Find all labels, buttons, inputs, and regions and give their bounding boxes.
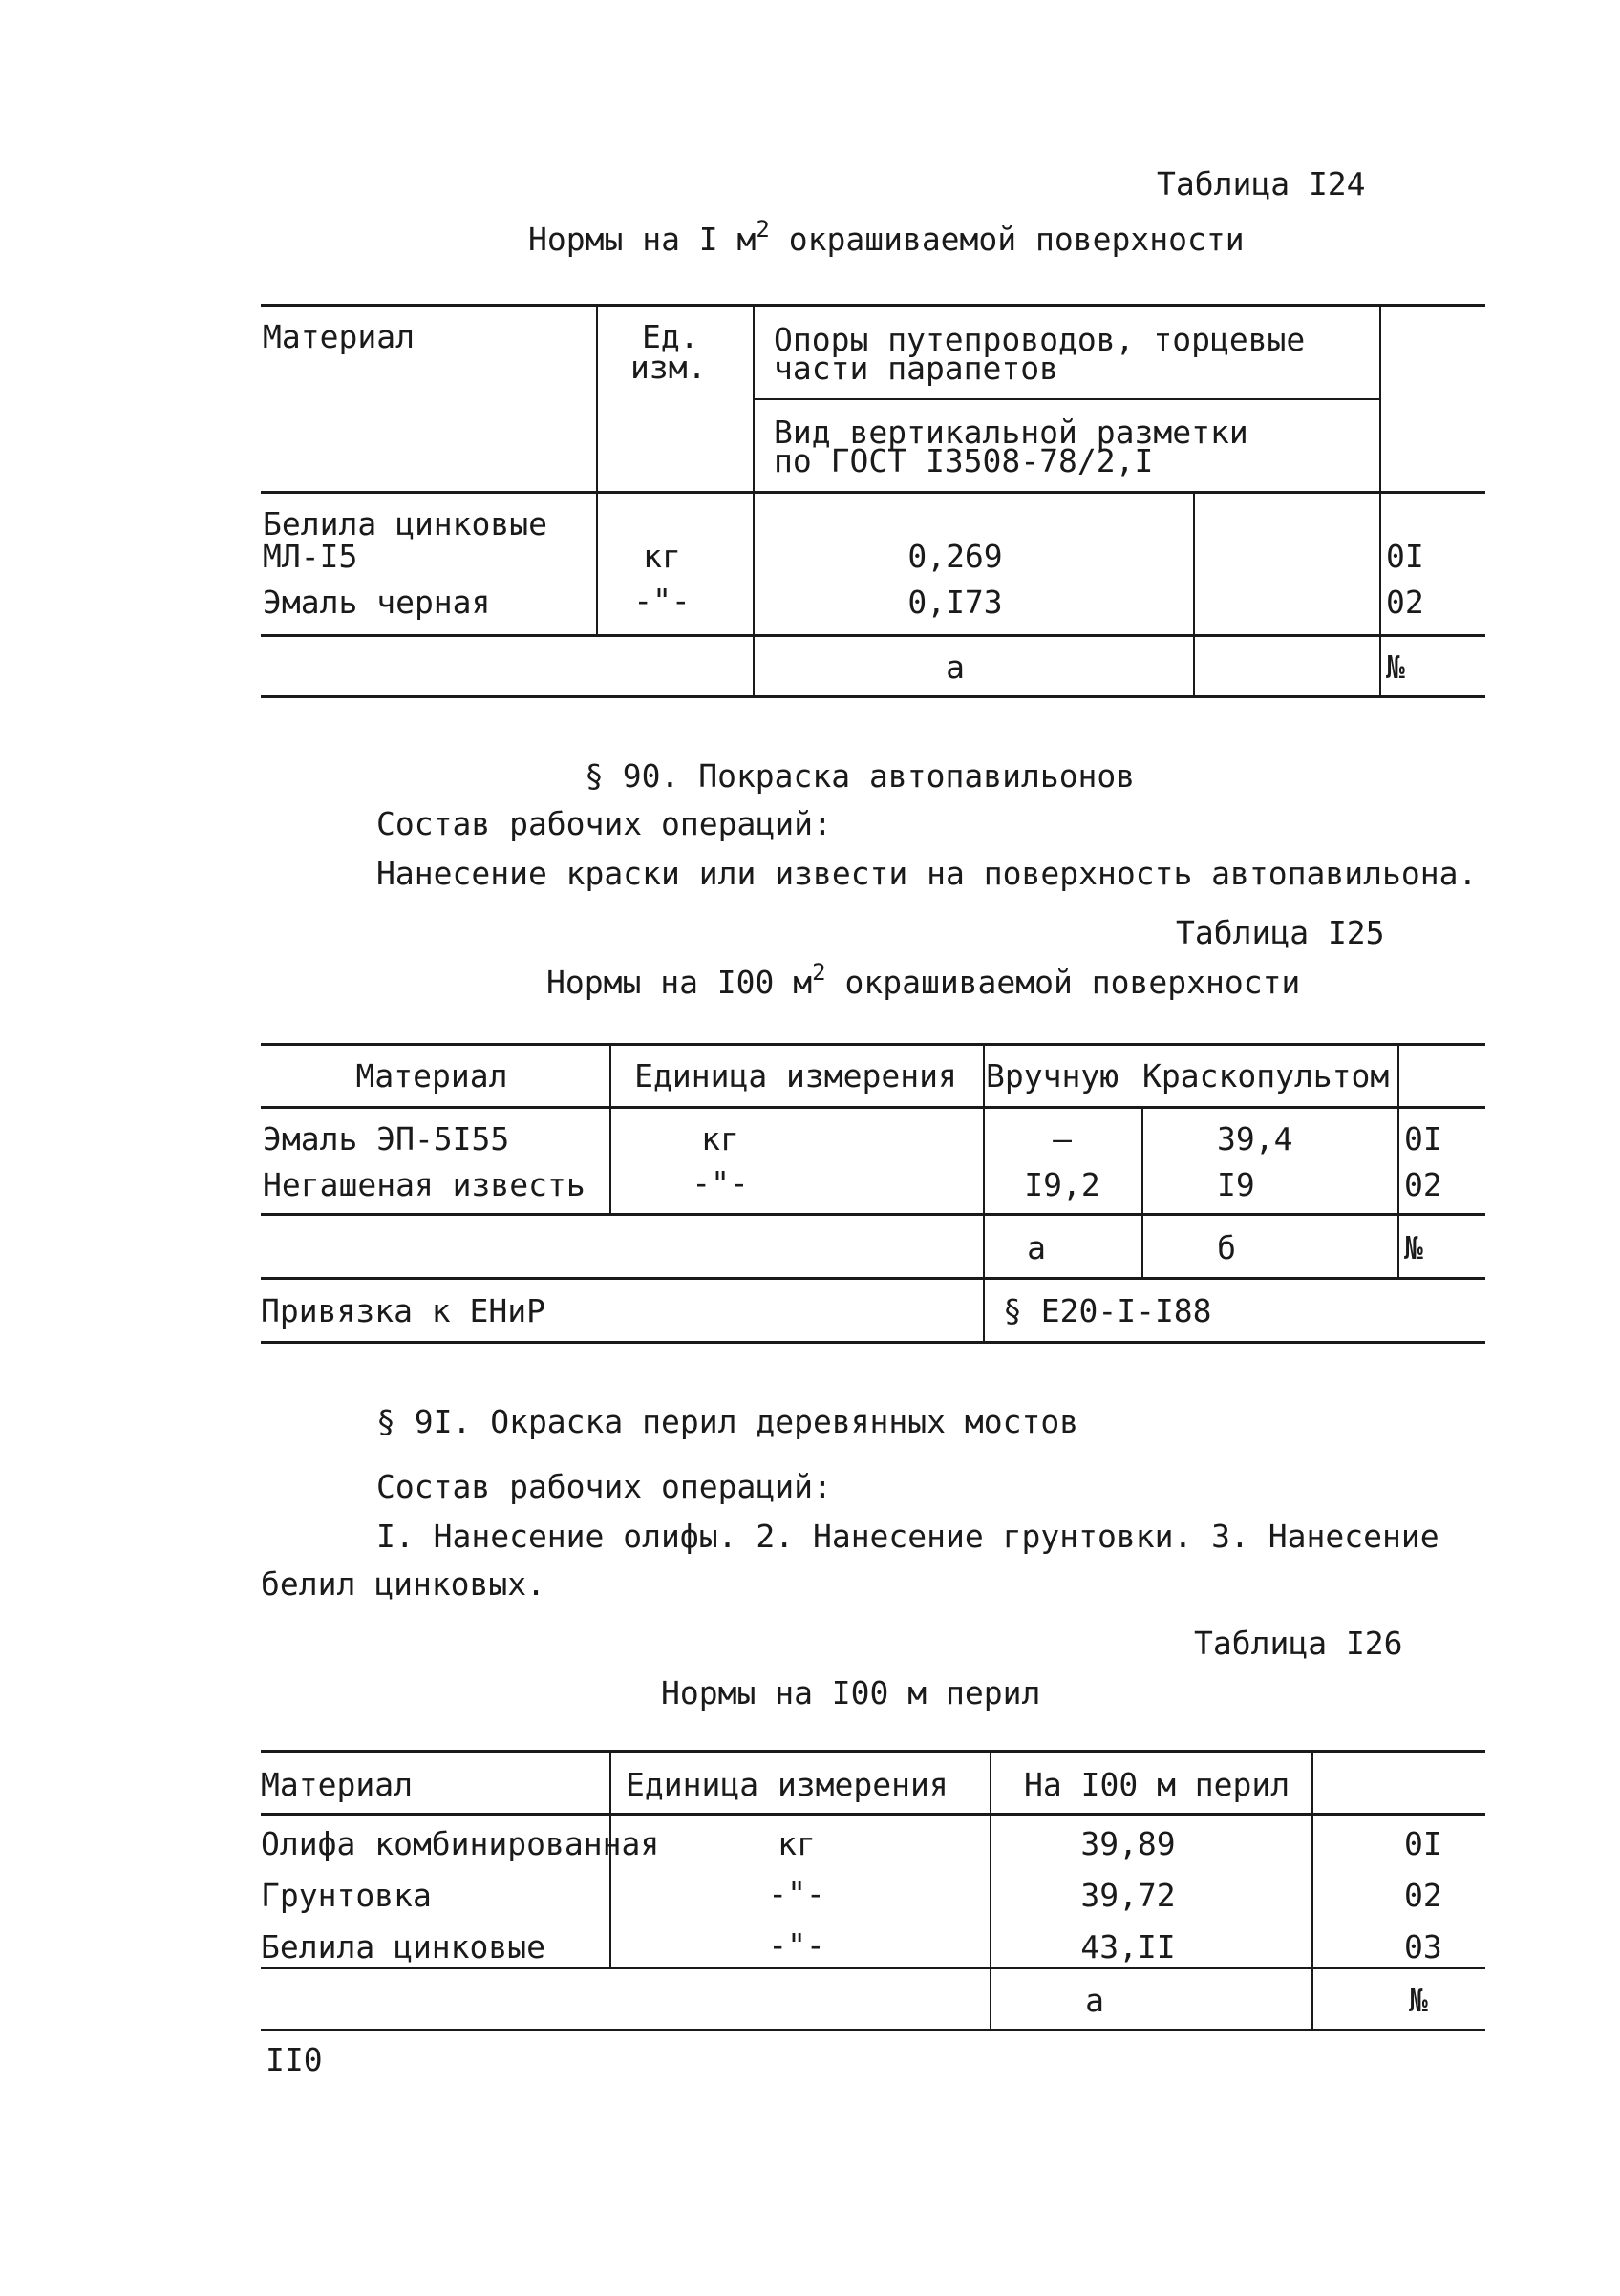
table126-vrule-2 (990, 1752, 991, 2029)
table126-body-rule (261, 1967, 1485, 1969)
table125-vrule-4 (1397, 1045, 1399, 1277)
table126-row3-material: Белила цинковые (261, 1928, 546, 1966)
table125-vrule-2 (983, 1045, 985, 1341)
table125-footer-rule (261, 1277, 1485, 1280)
table126-vrule-3 (1311, 1752, 1313, 2029)
table125-title-suffix: окрашиваемой поверхности (825, 964, 1301, 1001)
table125-row1-unit: кг (701, 1120, 739, 1158)
table125-title (546, 959, 1301, 1001)
table124-vrule-1 (596, 306, 598, 634)
table124-row1-unit: кг (643, 538, 681, 575)
table125-row2-unit: -"- (692, 1164, 749, 1201)
table124-title-prefix: Нормы на I м (528, 221, 757, 258)
table126-row1-code: 0I (1404, 1825, 1442, 1862)
table124-header-sub-1: Вид вертикальной разметки (774, 414, 1248, 451)
table126-row3-value: 43,II (1080, 1928, 1176, 1966)
table124-title (528, 216, 1245, 258)
table126-row2-unit: -"- (768, 1875, 825, 1912)
section90-ops-label: Состав рабочих операций: (376, 805, 832, 842)
table125-top-rule (261, 1043, 1485, 1046)
table125-body-rule (261, 1213, 1485, 1216)
table125-vrule-1 (609, 1045, 611, 1213)
table124-header-col-2: части парапетов (774, 350, 1059, 387)
table125-label: Таблица I25 (1176, 914, 1385, 951)
table125-footer-num: № (1404, 1229, 1423, 1266)
table124-header-material: Материал (263, 318, 415, 355)
table125-row2-code: 02 (1404, 1166, 1442, 1203)
table124-row1-code: 0I (1386, 538, 1424, 575)
section90-title: § 90. Покраска автопавильонов (585, 757, 1136, 795)
table124-header-sub-2: по ГОСТ I3508-78/2,I (774, 442, 1154, 479)
table126-header-unit: Единица измерения (626, 1766, 949, 1803)
table124-header-col-1: Опоры путепроводов, торцевые (774, 321, 1306, 358)
section91-title: § 9I. Окраска перил деревянных мостов (376, 1403, 1079, 1440)
table124-row2-unit: -"- (633, 582, 691, 619)
section90-ops-text: Нанесение краски или извести на поверхность автопавильона. (376, 855, 1478, 892)
table126-row1-value: 39,89 (1080, 1825, 1176, 1862)
table125-header-rule (261, 1106, 1485, 1109)
table126-footer-col: а (1085, 1982, 1104, 2019)
table125-header-unit: Единица измерения (634, 1057, 957, 1095)
section91-ops-label: Состав рабочих операций: (376, 1468, 832, 1505)
table124-header-rule (261, 491, 1485, 494)
table126-title: Нормы на I00 м перил (661, 1674, 1041, 1711)
table124-row2-value: 0,I73 (907, 584, 1003, 621)
table124-row1-material-2: МЛ-I5 (263, 538, 358, 575)
section91-ops-text-2: белил цинковых. (261, 1565, 546, 1603)
table126-row2-code: 02 (1404, 1877, 1442, 1914)
table125-vrule-3 (1141, 1108, 1143, 1277)
table126-row2-value: 39,72 (1080, 1877, 1176, 1914)
table125-row2-spray: I9 (1217, 1166, 1255, 1203)
table126-label: Таблица I26 (1194, 1625, 1403, 1662)
table125-footer-col-a: а (1027, 1229, 1046, 1266)
table124-header-unit-1: Ед. (642, 318, 699, 355)
table126-header-material: Материал (261, 1766, 413, 1803)
table124-title-sup: 2 (756, 216, 770, 243)
table125-row2-manual: I9,2 (1024, 1166, 1100, 1203)
table125-binding-value: § Е20-I-I88 (1003, 1292, 1212, 1329)
table126-row1-unit: кг (778, 1825, 816, 1862)
table125-header-manual: Вручную (986, 1057, 1119, 1095)
page-number: II0 (266, 2041, 323, 2078)
table125-bottom-rule (261, 1341, 1485, 1344)
table124-title-suffix: окрашиваемой поверхности (769, 221, 1245, 258)
table124-top-rule (261, 304, 1485, 307)
table125-header-spray: Краскопультом (1142, 1057, 1390, 1095)
table126-row3-code: 03 (1404, 1928, 1442, 1966)
table125-row1-manual: – (1053, 1120, 1072, 1158)
table125-title-prefix: Нормы на I00 м (546, 964, 813, 1001)
table125-footer-col-b: б (1217, 1229, 1236, 1266)
table124-label: Таблица I24 (1157, 165, 1366, 202)
table124-vrule-4 (1379, 306, 1381, 695)
table125-title-sup: 2 (812, 959, 826, 986)
table125-row2-material: Негашеная известь (263, 1166, 586, 1203)
table124-vrule-2 (753, 306, 755, 695)
table126-row3-unit: -"- (768, 1926, 825, 1964)
table124-header-split-rule (755, 398, 1381, 400)
table124-row2-material: Эмаль черная (263, 584, 491, 621)
table124-bottom-rule (261, 695, 1485, 698)
table124-body-rule (261, 634, 1485, 637)
table125-binding-label: Привязка к ЕНиР (261, 1292, 546, 1329)
table126-row1-material: Олифа комбинированная (261, 1825, 660, 1862)
table126-header-rule (261, 1813, 1485, 1816)
table126-top-rule (261, 1750, 1485, 1753)
table124-header-unit-2: изм. (630, 349, 707, 386)
table125-row1-code: 0I (1404, 1120, 1442, 1158)
table125-row1-material: Эмаль ЭП-5I55 (263, 1120, 510, 1158)
table124-row1-material-1: Белила цинковые (263, 505, 548, 542)
table124-footer-num: № (1386, 648, 1405, 686)
table126-row2-material: Грунтовка (261, 1877, 432, 1914)
table125-row1-spray: 39,4 (1217, 1120, 1293, 1158)
table126-header-value: На I00 м перил (1024, 1766, 1290, 1803)
table124-footer-col: а (946, 648, 965, 686)
table126-footer-num: № (1409, 1982, 1428, 2019)
section91-ops-text-1: I. Нанесение олифы. 2. Нанесение грунтовки. 3. Нанесение (376, 1518, 1439, 1555)
table126-bottom-rule (261, 2029, 1485, 2031)
table124-row2-code: 02 (1386, 584, 1424, 621)
table124-vrule-3 (1193, 493, 1195, 695)
table125-header-material: Материал (355, 1057, 508, 1095)
table124-row1-value: 0,269 (907, 538, 1003, 575)
